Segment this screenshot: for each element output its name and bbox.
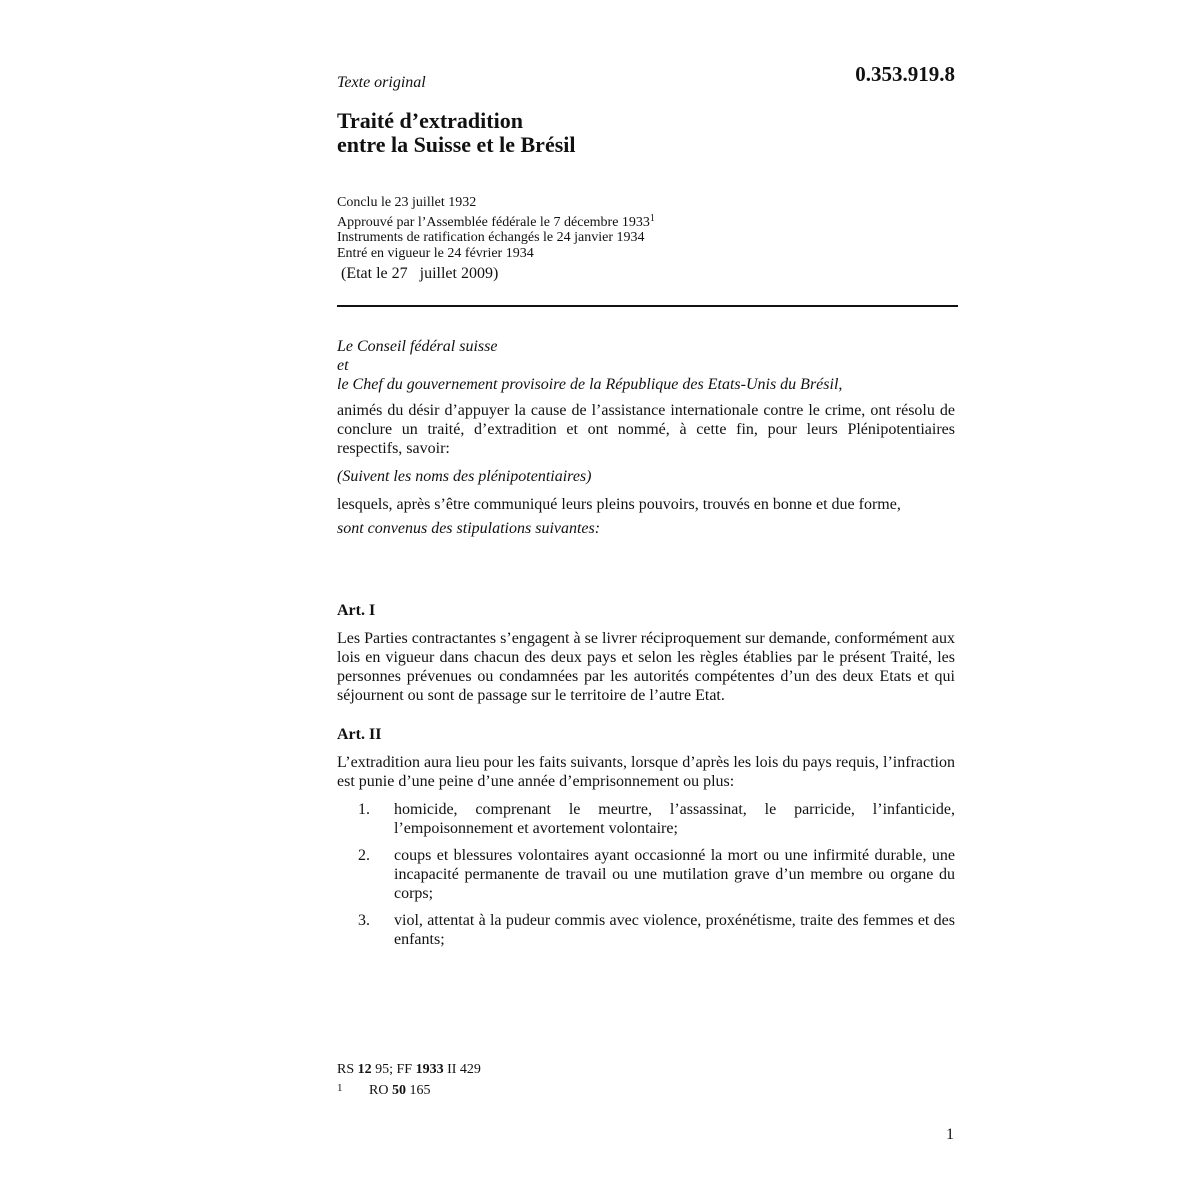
conjunction: et: [337, 357, 349, 374]
preamble-paragraph: animés du désir d’appuyer la cause de l’assistance internationale contre le crime, ont résolu de conclure un traité, d’extradition et ont nommé, à cette fin, pour leurs Plénipotentiaires respectifs, savoir:: [337, 402, 955, 457]
text-status-label: Texte original: [337, 74, 426, 91]
list-item-number: 3.: [358, 912, 370, 929]
document-page: [337, 0, 957, 1200]
list-item: [337, 800, 955, 838]
article-1-text: Les Parties contractantes s’engagent à se livrer réciproquement sur demande, conformément aux lois en vigueur dans chacun des deux pays et selon les règles établies par le présent Traité, les personnes prévenues ou condamnées par les autorités compétentes d’un des deux Etats et qui séjournent ou sont de passage sur le territoire de l’autre Etat.: [337, 630, 955, 704]
plenipotentiaries-note: (Suivent les noms des plénipotentiaires): [337, 468, 592, 485]
entry-into-force-date: Entré en vigueur le 24 février 1934: [337, 245, 534, 261]
stipulations-intro: sont convenus des stipulations suivantes:: [337, 520, 601, 537]
title-line-2: entre la Suisse et le Brésil: [337, 132, 576, 157]
concluded-date: Conclu le 23 juillet 1932: [337, 195, 477, 210]
footnote-ref[interactable]: 1: [649, 212, 655, 224]
list-item: [337, 846, 955, 903]
treaty-metadata: [337, 195, 655, 261]
footnote-1: 1 RO 50 165: [337, 1079, 481, 1100]
list-item-text: coups et blessures volontaires ayant occasionné la mort ou une infirmité durable, une incapacité permanente de travail ou une mutilation grave d’un membre ou organe du corps;: [394, 847, 955, 902]
list-item: [337, 911, 955, 949]
page-number: 1: [946, 1126, 954, 1143]
ratification-date: Instruments de ratification échangés le 24 janvier 1934: [337, 230, 645, 245]
document-number: 0.353.919.8: [855, 62, 955, 86]
article-1-heading: Art. I: [337, 602, 376, 619]
title-line-1: Traité d’extradition: [337, 108, 523, 133]
header-divider: [337, 305, 958, 307]
list-item-number: 2.: [358, 847, 370, 864]
article-2-heading: Art. II: [337, 726, 382, 743]
article-2-text: L’extradition aura lieu pour les faits suivants, lorsque d’après les lois du pays requis, l’infraction est punie d’une peine d’une année d’emprisonnement ou plus:: [337, 754, 955, 790]
source-reference: RS 12 95; FF 1933 II 429: [337, 1062, 481, 1077]
state-date: (Etat le 27 juillet 2009): [341, 265, 499, 282]
party-brazil: le Chef du gouvernement provisoire de la République des Etats-Unis du Brésil,: [337, 376, 843, 393]
footnote-marker: 1: [337, 1082, 343, 1094]
footnotes: [337, 1060, 481, 1100]
list-item-text: homicide, comprenant le meurtre, l’assassinat, le parricide, l’infanticide, l’empoisonnement et avortement volontaire;: [394, 801, 955, 837]
list-item-number: 1.: [358, 801, 370, 818]
list-item-text: viol, attentat à la pudeur commis avec violence, proxénétisme, traite des femmes et des enfants;: [394, 912, 955, 948]
document-title: [337, 109, 576, 157]
approval-date: Approuvé par l’Assemblée fédérale le 7 décembre 1933$^1$: [337, 212, 655, 230]
document-body: [337, 337, 955, 957]
party-swiss: Le Conseil fédéral suisse: [337, 338, 498, 355]
powers-paragraph: lesquels, après s’être communiqué leurs pleins pouvoirs, trouvés en bonne et due forme,: [337, 496, 901, 513]
offence-list: [337, 800, 955, 949]
